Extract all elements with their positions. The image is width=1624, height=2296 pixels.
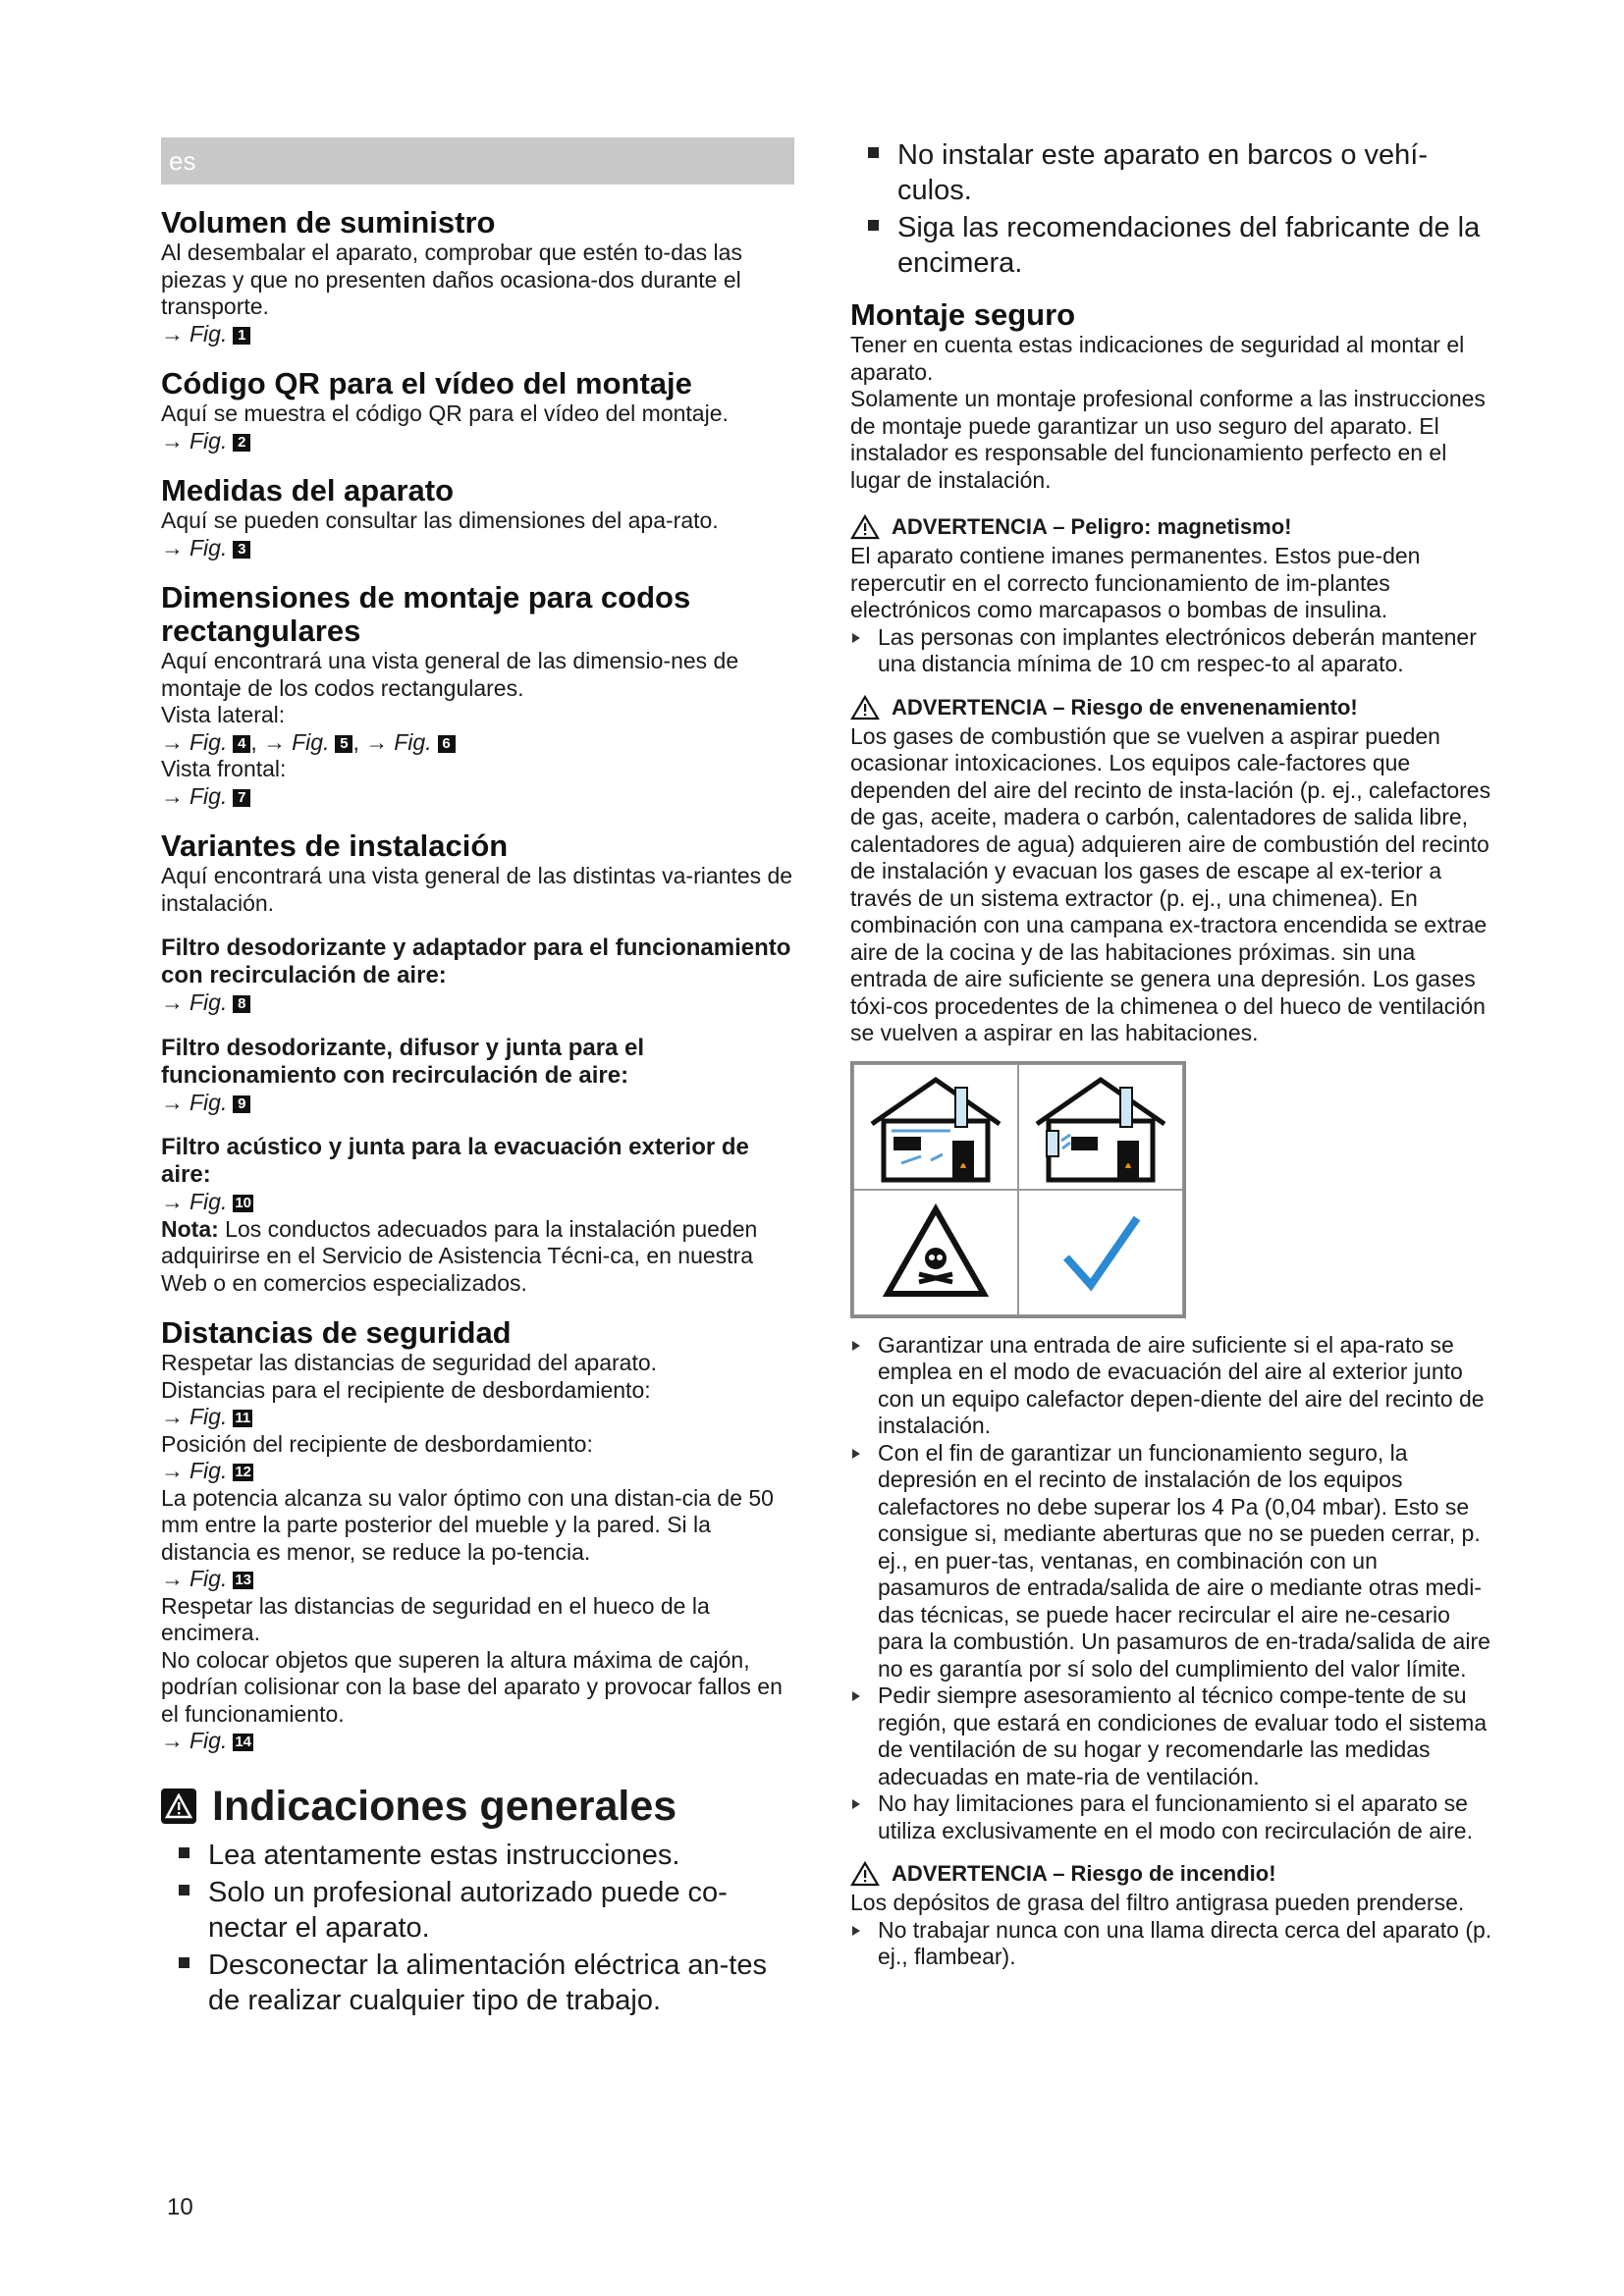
language-bar: es [161,137,794,185]
list-item: Con el fin de garantizar un funcionamiento seguro, la depresión en el recinto de instalación de los equipos calefactores no debe superar los 4 Pa (0,04 mbar). Esto se consigue si, mediante aberturas que no se pueden cerrar, p. ej., en puer-tas, ventanas, en combinación con un pasamuros de entrada/salida de aire o mediante otras medi-das técnicas, se puede hacer recircular el aire ne-cesario para la combustión. Un pasamuros de en-trada/salida de aire no es garantía por sí solo del cumplimiento del valor límite. [850,1440,1493,1683]
section-text: Aquí se pueden consultar las dimensiones del apa-rato. [161,507,719,533]
list-item: Desconectar la alimentación eléctrica an-tes de realizar cualquier tipo de trabajo. [161,1948,794,2018]
warning-icon [850,695,880,721]
section-distancias: Distancias de seguridad Respetar las distancias de seguridad del aparato. Distancias para el recipiente de desbordamiento: → Fig. 11 Posición del recipiente de desbordamiento: → Fig. 12 La potencia alcanza su valor óptimo con una distan-cia de 50 mm entre la parte posterior del mueble y la pared. Si la distancia es menor, se reduce la po-tencia. → Fig. 13 Respetar las distancias de seguridad en el hueco de la encimera. No colocar objetos que superen la altura máxima de cajón, podrían colisionar con la base del aparato y provocar fallos en el funcionamiento. → Fig. 14 [161,1316,794,1755]
top-list [850,137,1493,281]
fig-reference: → Fig. 12 [161,1458,252,1483]
right-column: No instalar este aparato en barcos o vehí-culos. Siga las recomendaciones del fabricante de la encimera. Montaje seguro Tener en cuenta estas indicaciones de seguridad al montar el aparato. Solamente un montaje profesional conforme a las instrucciones de montaje puede garantizar un uso seguro del aparato. El instalador es responsable del funcionamiento perfecto en el lugar de instalación. ADVERTENCIA – Peligro: magnetismo! El aparato contiene imanes permanentes. Estos pue-den repercutir en el correcto funcionamiento de im-plantes electrónicos como marcapasos o bombas de insulina. Las personas con implantes electrónicos deberán mantener una distancia mínima de 10 cm respec-to al aparato. ADVERTENCIA – Riesgo de envenenamiento! Los gases de combustión que se vuelven a aspirar pueden ocasionar intoxicaciones. Los equipos cale-factores que dependen del aire del recinto de insta-lación (p. ej., calefactores de gas, aceite, madera o carbón, calentadores de salida libre, calentadores de agua) adquieren aire de combustión del recinto de instalación y evacuan los gases de escape al ex-terior a través de un sistema extractor (p. ej., una chimenea). En combinación con una campana ex-tractora encendida se extrae aire de la cocina y de las habitaciones próximas. sin una entrada de aire suficiente se genera una depresión. Los gases tóxi-cos procedentes de la chimenea o del hueco de ventilación se vuelven a aspirar en las habitaciones. Garantizar una entrada de aire suficiente si el apa-rato se emplea en el modo de evacuación del aire al exterior junto con un equipo calefactor depen-diente del aire del recinto de instalación. Con el fin de garantizar un funcionamiento seguro, la depresión en el recinto de instalación de los equipos calefactores no debe superar los 4 Pa (0,04 mbar). Esto se consigue si, mediante aberturas que no se pueden cerrar, p. ej., en puer-tas, ventanas, en combinación con un pasamuros de entrada/salida de aire o mediante otras medi-das técnicas, se puede hacer recircular el aire ne-cesario para la combustión. Un pasamuros de en-trada/salida de aire no es garantía por sí solo del cumplimiento del valor límite. Pedir siempre asesoramiento al técnico compe-tente de su región, que estará en condiciones de evaluar todo el sistema de ventilación de su hogar y recomendarle las medidas adecuadas en mate-ria de ventilación. No hay limitaciones para el funcionamiento si el aparato se utiliza exclusivamente en el modo con recirculación de aire. ADVERTENCIA – Riesgo de incendio! Los depósitos de grasa del filtro antigrasa pueden prenderse. No trabajar nunca con una llama directa cerca del aparato (p. ej., flambear). [850,139,1492,1969]
ventilation-illustration [850,1061,1186,1318]
fig-reference: → Fig. 13 [161,1566,252,1591]
fig-reference: → Fig. 7 [161,783,794,811]
section-title: Medidas del aparato [161,473,455,507]
list-item: No instalar este aparato en barcos o vehí-culos. [850,137,1493,208]
warning-heading: ADVERTENCIA – Riesgo de incendio! [850,1860,1493,1888]
subsection-title: Filtro desodorizante y adaptador para el funcionamiento con recirculación de aire: [161,934,791,988]
warning-icon [850,1861,880,1887]
list-item: No hay limitaciones para el funcionamiento si el aparato se utiliza exclusivamente en el modo con recirculación de aire. [850,1790,1493,1844]
fig-reference: → Fig. 3 [161,535,794,562]
section-qr [161,367,794,454]
section-volumen [161,206,794,347]
fig-reference: → Fig. 9 [161,1090,794,1117]
section-medidas [161,474,794,561]
list-item: Siga las recomendaciones del fabricante de la encimera. [850,210,1493,281]
general-list [161,1838,794,2018]
section-title: Código QR para el vídeo del montaje [161,366,692,400]
list-item: Las personas con implantes electrónicos deberán mantener una distancia mínima de 10 cm respec-to al aparato. [850,624,1493,678]
check-icon [1018,1190,1183,1315]
section-text: Aquí se muestra el código QR para el vídeo del montaje. [161,400,729,426]
fig-number: 1 [233,327,250,345]
page-number: 10 [167,2194,193,2220]
section-title: Montaje seguro [850,297,1076,332]
fig-reference: → Fig. 14 [161,1728,252,1753]
subsection-title: Filtro acústico y junta para la evacuación exterior de aire: [161,1134,749,1188]
fig-reference: → Fig. 10 [161,1189,252,1214]
subsection-title: Filtro desodorizante, difusor y junta para el funcionamiento con recirculación de aire: [161,1034,645,1089]
fig-number: 3 [233,541,250,559]
warning-icon [850,514,880,540]
list-item: Garantizar una entrada de aire suficiente si el apa-rato se emplea en el modo de evacuación del aire al exterior junto con un equipo calefactor depen-diente del aire del recinto de instalación. [850,1332,1493,1440]
section-title: Volumen de suministro [161,205,496,240]
section-text: Aquí encontrará una vista general de las distintas va-riantes de instalación. [161,863,793,916]
list-item: Solo un profesional autorizado puede co-nectar el aparato. [161,1875,794,1946]
view-frontal-label: Vista frontal: [161,756,287,781]
section-montaje: Montaje seguro Tener en cuenta estas indicaciones de seguridad al montar el aparato. Solamente un montaje profesional conforme a las instrucciones de montaje puede garantizar un uso seguro del aparato. El instalador es responsable del funcionamiento perfecto en el lugar de instalación. [850,298,1493,494]
list-item: Lea atentamente estas instrucciones. [161,1838,794,1873]
warning-list [850,1332,1493,1845]
section-title: Dimensiones de montaje para codos rectangulares [161,580,691,648]
poison-warning-image [853,1190,1018,1315]
section-title: Distancias de seguridad [161,1315,512,1350]
warning-heading: ADVERTENCIA – Riesgo de envenenamiento! [850,694,1493,721]
section-text: Aquí encontrará una vista general de las dimensio-nes de montaje de los codos rectangulares. [161,648,739,701]
list-item: Pedir siempre asesoramiento al técnico compe-tente de su región, que estará en condiciones de evaluar todo el sistema de ventilación de su hogar y recomendarle las medidas adecuadas en mate-ria de ventilación. [850,1682,1493,1790]
fig-reference: → Fig. 1 [161,321,794,348]
house-exhaust-image [853,1064,1018,1190]
list-item: No trabajar nunca con una llama directa cerca del aparato (p. ej., flambear). [850,1917,1493,1971]
fig-reference: → Fig. 11 [161,1404,251,1429]
fig-reference: → Fig. 8 [161,989,794,1017]
fig-reference: → Fig. 2 [161,428,794,455]
section-dimensiones [161,581,794,810]
warning-list [850,624,1493,678]
note: Nota: Los conductos adecuados para la instalación pueden adquirirse en el Servicio de Asistencia Técni-ca, en nuestra Web o en comercios especializados. [161,1215,758,1296]
left-column [161,137,794,2020]
fig-reference: → Fig. 4 , → Fig. 5 , → Fig. 6 [161,729,794,757]
house-recirculation-image [1018,1064,1183,1190]
section-text: Al desembalar el aparato, comprobar que estén to-das las piezas y que no presenten daños ocasiona-dos durante el transporte. [161,240,742,319]
warning-icon [161,1789,196,1824]
section-variantes [161,829,794,1297]
section-title: Variantes de instalación [161,828,509,863]
view-lateral-label: Vista lateral: [161,702,286,727]
warning-list [850,1917,1493,1971]
warning-heading: ADVERTENCIA – Peligro: magnetismo! [850,513,1493,541]
indicaciones-heading: Indicaciones generales [161,1783,794,1830]
fig-number: 2 [233,434,250,452]
